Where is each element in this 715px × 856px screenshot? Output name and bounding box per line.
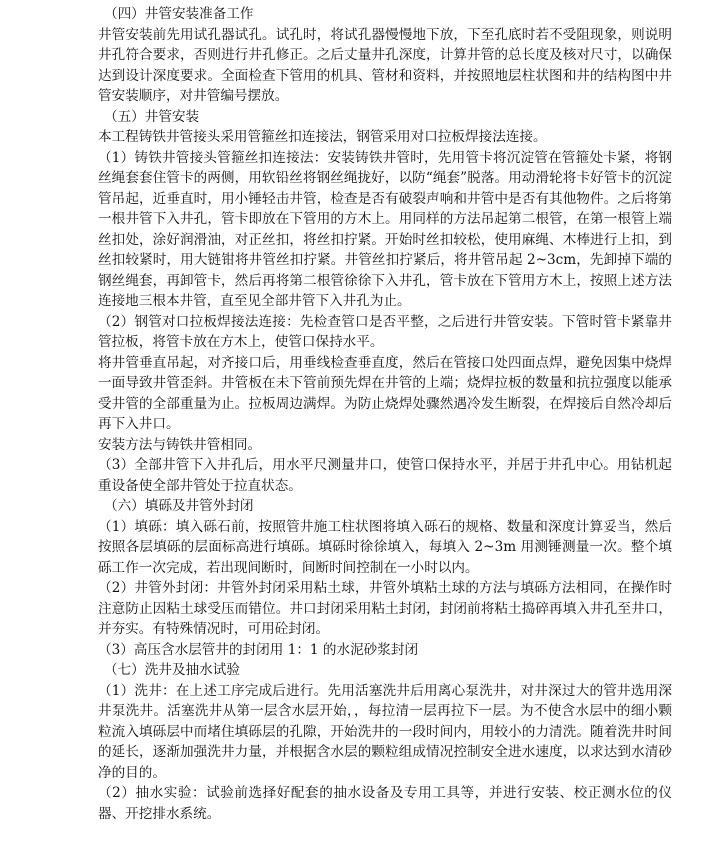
- paragraph-gravel-fill: （1）填砾：填入砾石前，按照管井施工柱状图将填入砾石的规格、数量和深度计算妥当，然后按照各层填砾的层面标高进行填砾。填砾时徐徐填入，每填入 2~3m 用测锤测量一次。整个填砾工作一次完成，若出现间断时，间断时间控制在一小时以内。: [98, 518, 672, 576]
- paragraph-cast-iron-thread: （1）铸铁井管接头管箍丝扣连接法：安装铸铁井管时，先用管卡将沉淀管在管箍处卡紧，将钢丝绳套套住管卡的两侧，用软铅丝将钢丝绳拢好，以防“绳套”脱落。用动滑轮将卡好管卡的沉淀管吊起，近垂直时，用小锤轻击井管，检查是否有破裂声响和井管中是否有其他物件。之后将第一根井管下入井孔，管卡即放在下管用的方木上。用同样的方法吊起第二根管，在第一根管上端丝扣处，涂好润滑油，对正丝扣，将丝扣拧紧。开始时丝扣较松，使用麻绳、木棒进行上扣，到丝扣较紧时，用大链钳将井管丝扣拧紧。井管丝扣拧紧后，将井管吊起 2~3cm，先卸掉下端的钢丝绳套，再卸管卡，然后再将第二根管徐徐下入井孔，管卡放在下管用方木上，按照上述方法连接地三根本井管，直至见全部井管下入井孔为止。: [98, 149, 672, 309]
- paragraph-same-method: 安装方法与铸铁井管相同。: [98, 436, 262, 453]
- paragraph-trial-hole: 井管安装前先用试孔器试孔。试孔时，将试孔器慢慢地下放，下至孔底时若不受阻现象，则说明井孔符合要求，否则进行井孔修正。之后丈量井孔深度，计算井管的总长度及核对尺寸，以确保达到设计深度要求。全面检查下管用的机具、管材和资料，并按照地层柱状图和井的结构图中井管安装顺序，对井管编号摆放。: [98, 26, 672, 104]
- paragraph-outer-seal: （2）井管外封闭：井管外封闭采用粘土球，井管外填粘土球的方法与填砾方法相同，在操作时注意防止因粘土球受压而错位。井口封闭采用粘土封闭，封闭前将粘土捣碎再填入井孔至井口，并夯实。有特殊情况时，可用砼封闭。: [98, 580, 672, 637]
- section-heading-6: （六）填砾及井管外封闭: [104, 498, 254, 514]
- paragraph-connection-methods: 本工程铸铁井管接头采用管箍丝扣连接法，钢管采用对口拉板焊接法连接。: [98, 129, 547, 145]
- section-heading-7: （七）洗井及抽水试验: [104, 662, 240, 678]
- paragraph-high-pressure-seal: （3）高压含水层管井的封闭用 1：1 的水泥砂浆封闭: [98, 641, 419, 658]
- paragraph-pumping-test: （2）抽水实验：试验前选择好配套的抽水设备及专用工具等，并进行安装、校正测水位的仪器、开挖排水系统。: [98, 785, 672, 822]
- document-page: [98, 4, 672, 824]
- section-heading-4: （四）井管安装准备工作: [104, 6, 254, 22]
- section-heading-5: （五）井管安装: [104, 108, 200, 125]
- paragraph-well-washing: （1）洗井：在上述工序完成后进行。先用活塞洗井后用离心泵洗井，对井深过大的管井选用深井泵洗井。活塞洗井从第一层含水层开始，，每拉清一层再拉下一层。为不使含水层中的细小颗粒流入填砾层中而堵住填砾层的孔隙，开始洗井的一段时间内，用较小的力清洗。随着洗井时间的延长，逐渐加强洗井力量，并根据含水层的颗粒组成情况控制安全进水速度，以求达到水清砂净的目的。: [98, 682, 672, 781]
- paragraph-steel-butt-weld: （2）钢管对口拉板焊接法连接：先检查管口是否平整，之后进行井管安装。下管时管卡紧靠井管拉板，将管卡放在方木上，使管口保持水平。: [98, 313, 672, 350]
- paragraph-level-check: （3）全部井管下入井孔后，用水平尺测量井口，使管口保持水平，并居于井孔中心。用钻机起重设备使全部井管处于拉直状态。: [98, 457, 672, 494]
- paragraph-vertical-welding: 将井管垂直吊起，对齐接口后，用垂线检查垂直度，然后在管接口处四面点焊，避免因集中烧焊一面导致井管歪斜。井管板在未下管前预先焊在井管的上端；烧焊拉板的数量和抗拉强度以能承受井管的全部重量为止。拉板周边满焊。为防止烧焊处骤然遇冷发生断裂，在焊接后自然冷却后再下入井口。: [98, 354, 672, 432]
